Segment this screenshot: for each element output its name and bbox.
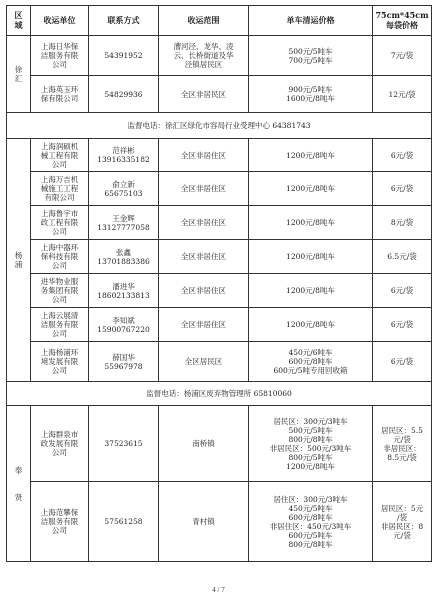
table-row xyxy=(7,482,432,562)
contact-cell: 王金辉 13127777058 xyxy=(89,206,159,240)
unit-cell: 上海群泉市 政发展有限 公司 xyxy=(31,406,89,482)
district-fengxian: 奉 贤 xyxy=(7,406,31,562)
price-cell: 500元/5吨车 700元/5吨车 xyxy=(249,36,373,76)
bag-price-cell: 8元/袋 xyxy=(373,206,432,240)
range-cell: 全区非居住区 xyxy=(159,206,249,240)
header-row xyxy=(7,6,432,36)
document-page xyxy=(6,5,431,562)
header-district: 区 域 xyxy=(7,6,31,36)
unit-cell: 上海日华保 洁服务有限 公司 xyxy=(31,36,89,76)
range-cell: 漕河泾、龙华、凌 云、长桥街道及华 泾镇居民区 xyxy=(159,36,249,76)
supervise-phone: 监督电话：杨浦区废弃物管理所 65810060 xyxy=(7,382,432,406)
header-range: 收运范围 xyxy=(159,6,249,36)
range-cell: 全区非居民区 xyxy=(159,76,249,113)
contact-cell: 张鑫 13701883386 xyxy=(89,240,159,274)
district-xuhui: 徐 汇 xyxy=(7,36,31,113)
waste-collection-table xyxy=(6,5,432,562)
price-cell: 居民区：300元/3吨车 500元/5吨车 800元/8吨车 非居民区：500元/3吨车 800元/5吨车 1200元/8吨车 xyxy=(249,406,373,482)
header-bag-price: 75cm*45cm 每袋价格 xyxy=(373,6,432,36)
bag-price-cell: 居民区：5元 /袋 非居民区：8 元/袋 xyxy=(373,482,432,562)
unit-cell: 上海中器环 保科技有限 公司 xyxy=(31,240,89,274)
price-cell: 1200元/8吨车 xyxy=(249,240,373,274)
table-row xyxy=(7,206,432,240)
bag-price-cell: 6.5元/袋 xyxy=(373,240,432,274)
table-row xyxy=(7,139,432,172)
contact-cell: 李知斌 15900767220 xyxy=(89,308,159,342)
unit-cell: 进华物业服 务集团有限 公司 xyxy=(31,274,89,308)
bag-price-cell: 6元/袋 xyxy=(373,172,432,206)
unit-cell: 上海万吉机 械施工工程 有限公司 xyxy=(31,172,89,206)
price-cell: 1200元/8吨车 xyxy=(249,206,373,240)
table-row xyxy=(7,172,432,206)
contact-cell: 薛国华 55967978 xyxy=(89,342,159,382)
bag-price-cell: 12元/袋 xyxy=(373,76,432,113)
range-cell: 全区非居住区 xyxy=(159,240,249,274)
range-cell: 全区非居住区 xyxy=(159,308,249,342)
contact-cell: 37523615 xyxy=(89,406,159,482)
supervise-row-yangpu xyxy=(7,382,432,406)
table-row xyxy=(7,406,432,482)
supervise-phone: 监督电话：徐汇区绿化市容局行业受理中心 64381743 xyxy=(7,113,432,139)
unit-cell: 上海范攀保 洁服务有限 公司 xyxy=(31,482,89,562)
header-price: 单车清运价格 xyxy=(249,6,373,36)
range-cell: 全区非居住区 xyxy=(159,274,249,308)
unit-cell: 上海润硕机 械工程有限 公司 xyxy=(31,139,89,172)
table-row xyxy=(7,240,432,274)
bag-price-cell: 6元/袋 xyxy=(373,308,432,342)
unit-cell: 上海英玉环 保有限公司 xyxy=(31,76,89,113)
price-cell: 1200元/8吨车 xyxy=(249,274,373,308)
range-cell: 全区非居住区 xyxy=(159,139,249,172)
unit-cell: 上海云展清 洁服务有限 公司 xyxy=(31,308,89,342)
contact-cell: 范祥彬 13916335182 xyxy=(89,139,159,172)
contact-cell: 57561258 xyxy=(89,482,159,562)
range-cell: 全区非居住区 xyxy=(159,172,249,206)
supervise-row-xuhui xyxy=(7,113,432,139)
table-row xyxy=(7,342,432,382)
bag-price-cell: 6元/袋 xyxy=(373,139,432,172)
unit-cell: 上海杨浦环 境发展有限 公司 xyxy=(31,342,89,382)
bag-price-cell: 居民区：5.5 元/袋 非居民区： 8.5元/袋 xyxy=(373,406,432,482)
range-cell: 全区居民区 xyxy=(159,342,249,382)
header-contact: 联系方式 xyxy=(89,6,159,36)
price-cell: 900元/5吨车 1600元/8吨车 xyxy=(249,76,373,113)
header-unit: 收运单位 xyxy=(31,6,89,36)
price-cell: 450元/6吨车 600元/8吨车 600元/5吨专用回收箱 xyxy=(249,342,373,382)
price-cell: 1200元/8吨车 xyxy=(249,172,373,206)
table-row xyxy=(7,308,432,342)
price-cell: 1200元/8吨车 xyxy=(249,139,373,172)
table-row xyxy=(7,76,432,113)
bag-price-cell: 6元/袋 xyxy=(373,274,432,308)
table-row xyxy=(7,36,432,76)
bag-price-cell: 6元/袋 xyxy=(373,342,432,382)
table-row xyxy=(7,274,432,308)
price-cell: 1200元/8吨车 xyxy=(249,308,373,342)
bag-price-cell: 7元/袋 xyxy=(373,36,432,76)
unit-cell: 上海鲁宇市 政工程有限 公司 xyxy=(31,206,89,240)
page-number: 4 / 7 xyxy=(212,586,225,594)
district-yangpu: 杨 浦 xyxy=(7,139,31,382)
range-cell: 青村镇 xyxy=(159,482,249,562)
contact-cell: 俞立新 65675103 xyxy=(89,172,159,206)
contact-cell: 54829936 xyxy=(89,76,159,113)
range-cell: 南桥镇 xyxy=(159,406,249,482)
contact-cell: 潘进华 18602133813 xyxy=(89,274,159,308)
contact-cell: 54391952 xyxy=(89,36,159,76)
price-cell: 居住区：300元/3吨车 450元/5吨车 600元/8吨车 非居住区：450元/3吨车 600元/5吨车 800元/8吨车 xyxy=(249,482,373,562)
